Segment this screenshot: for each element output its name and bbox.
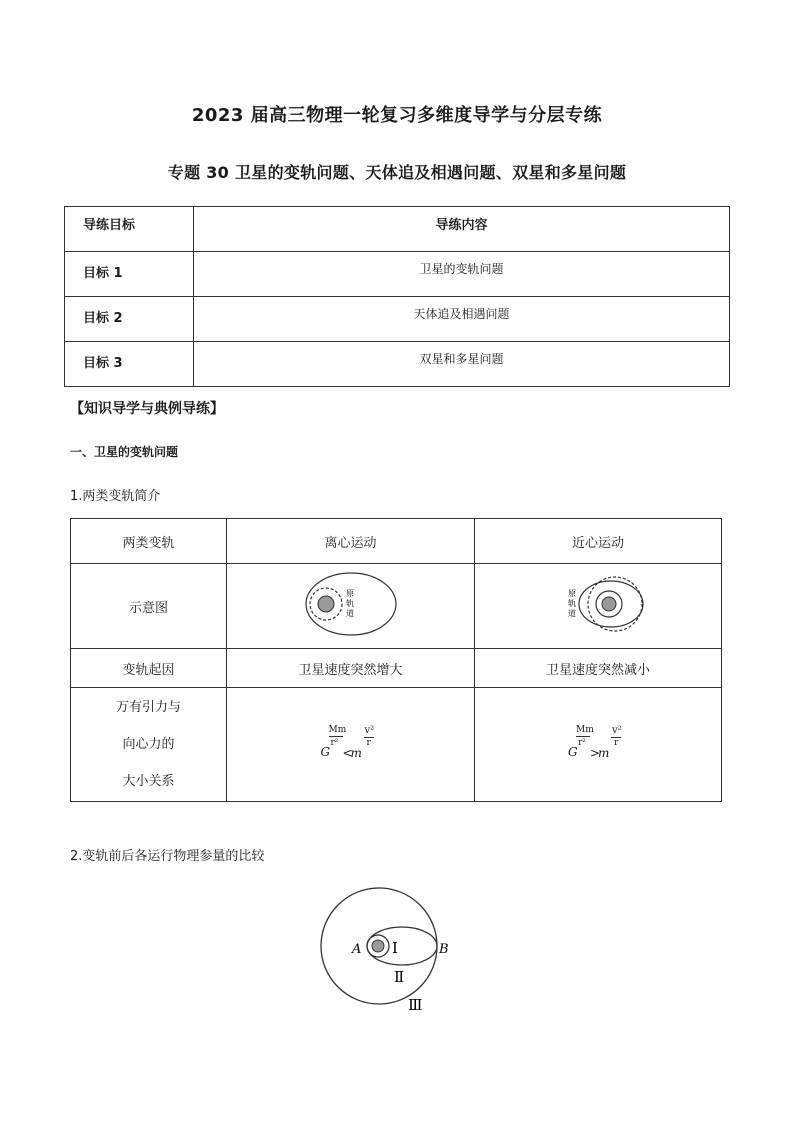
goal-label: 目标 2 [83,311,123,326]
formula-r: r [614,737,619,748]
fraction-bar [329,736,343,737]
goal-content: 双星和多星问题 [419,352,504,366]
point-B-label: B [439,942,449,957]
orbit-cause-row [71,649,722,688]
cause-centripetal: 卫星速度突然减小 [475,649,722,688]
goal-content: 卫星的变轨问题 [419,262,504,276]
orbit-change-table [70,518,722,802]
relation-label-line: 大小关系 [122,774,175,789]
fraction-bar [576,736,590,737]
orbit-transfer-diagram [310,872,470,1022]
formula-r: r [366,737,371,748]
formula-r2: r² [578,737,586,748]
relation-formula-centripetal [568,723,628,763]
section-guide-heading: 【知识导学与典例导练】 [70,401,224,417]
cause-centrifugal: 卫星速度突然增大 [227,649,475,688]
orbit-label-char: 道 [568,609,576,618]
goal-label: 目标 1 [83,266,123,281]
orbit-II-label: Ⅱ [394,968,405,986]
centripetal-diagram [543,569,653,639]
formula-v2: v² [612,724,622,736]
goals-header-row [65,207,730,252]
orbit-relation-row [71,688,722,802]
formula-operator: > [590,745,601,760]
relation-label-line: 向心力的 [122,737,175,752]
planet-icon [318,596,334,612]
goals-row [65,252,730,297]
cause-row-label: 变轨起因 [71,649,227,688]
goals-header-content: 导练内容 [435,218,488,233]
formula-m: m [598,745,610,760]
goals-table [64,206,730,387]
orbit-label-char: 道 [345,609,354,618]
goal-label: 目标 3 [83,356,123,371]
formula-G: G [320,744,331,759]
orbit-diagram-row [71,564,722,649]
goal-content: 天体追及相遇问题 [413,307,510,321]
subsection-2-heading: 2.变轨前后各运行物理参量的比较 [70,849,265,864]
formula-Mm: Mm [576,724,594,735]
document-title: 2023 届高三物理一轮复习多维度导学与分层专练 [191,105,603,126]
orbit-header-centripetal: 近心运动 [475,519,722,564]
formula-m: m [350,745,362,760]
orbit-I-label: Ⅰ [392,939,398,957]
orbit-header-type: 两类变轨 [71,519,227,564]
diagram-row-label: 示意图 [71,564,227,649]
formula-operator: < [342,745,353,760]
orbit-III-label: Ⅲ [408,996,423,1014]
formula-r2: r² [330,737,339,748]
orbit-label-char: 原 [568,589,576,598]
relation-label-line: 万有引力与 [115,700,181,715]
section-one-heading: 一、卫星的变轨问题 [70,445,179,459]
relation-formula-centrifugal [321,723,381,763]
formula-v2: v² [364,724,375,736]
formula-G: G [568,744,578,759]
orbit-label-char: 原 [345,589,354,598]
orbit-label-char: 轨 [345,599,354,608]
document-subtitle: 专题 30 卫星的变轨问题、天体追及相遇问题、双星和多星问题 [167,163,627,182]
goals-row [65,342,730,387]
orbit-label-char: 轨 [568,599,576,608]
centrifugal-diagram [296,569,406,639]
point-A-label: A [352,942,362,957]
planet-icon [602,597,616,611]
goals-row [65,297,730,342]
planet-icon [372,940,384,952]
orbit-header-row [71,519,722,564]
goals-header-label: 导练目标 [83,218,136,233]
formula-Mm: Mm [328,724,347,735]
orbit-header-centrifugal: 离心运动 [227,519,475,564]
subsection-1-heading: 1.两类变轨简介 [70,489,161,504]
